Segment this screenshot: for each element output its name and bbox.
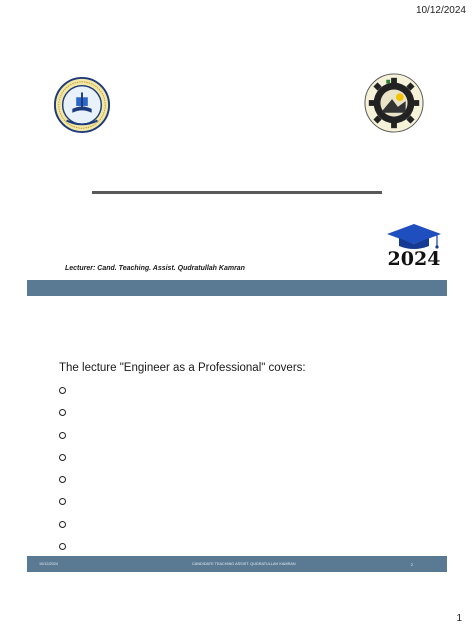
- bullet-ring-icon: [59, 454, 66, 461]
- bullet-ring-icon: [59, 476, 66, 483]
- engineering-gear-seal-icon: [363, 72, 425, 134]
- footer-date: 10/12/2024: [39, 562, 59, 566]
- bullet-list: [59, 384, 66, 562]
- slide-footer: [27, 556, 447, 572]
- bullet-ring-icon: [59, 498, 66, 505]
- list-item: [59, 495, 66, 517]
- list-item: [59, 518, 66, 540]
- list-item: [59, 406, 66, 428]
- bullet-ring-icon: [59, 543, 66, 550]
- list-item: [59, 384, 66, 406]
- covers-heading: The lecture "Engineer as a Professional" covers:: [59, 362, 306, 374]
- footer-slide-number: 2: [410, 561, 413, 567]
- bullet-ring-icon: [59, 387, 66, 394]
- list-item: [59, 451, 66, 473]
- bullet-ring-icon: [59, 432, 66, 439]
- title-slide-band: [27, 280, 447, 296]
- lecturer-name: Lecturer: Cand. Teaching. Assist. Qudratullah Kamran: [65, 265, 245, 272]
- footer-name: CANDIDATE TEACHING ASSIST. QUDRATULLAH KAMRAN: [192, 562, 296, 566]
- bullet-ring-icon: [59, 521, 66, 528]
- header-date: 10/12/2024: [415, 5, 466, 16]
- year-badge: [383, 222, 445, 270]
- page-number: 1: [456, 613, 462, 624]
- content-slide: [27, 310, 447, 574]
- bullet-ring-icon: [59, 409, 66, 416]
- list-item: [59, 473, 66, 495]
- title-divider: [92, 191, 382, 194]
- list-item: [59, 429, 66, 451]
- title-slide: [27, 24, 447, 296]
- year-text: 2024: [387, 248, 441, 270]
- university-seal-icon: [53, 76, 111, 134]
